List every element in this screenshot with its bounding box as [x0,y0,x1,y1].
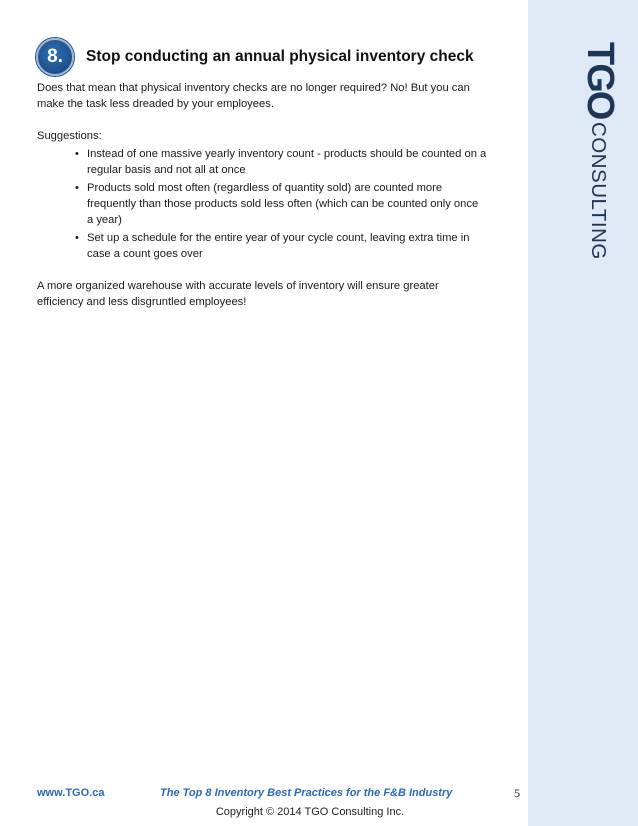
logo-tgo-text: TGO [579,42,621,119]
conclusion-paragraph: A more organized warehouse with accurate levels of inventory will ensure greater efficiency and less disgruntled employees! [37,280,439,308]
suggestions-list [37,146,487,262]
footer-document-title: The Top 8 Inventory Best Practices for the F&B Industry [160,787,453,799]
logo-consulting-text: CONSULTING [587,122,610,260]
intro-paragraph: Does that mean that physical inventory checks are no longer required? No! But you can make the task less dreaded by your employees. [37,82,470,110]
page-number: 5 [514,786,520,800]
list-item: • Instead of one massive yearly inventory count - products should be counted on a regular basis and not all at once [73,146,487,178]
section-number-badge: 8. [36,38,74,76]
copyright-notice: Copyright © 2014 TGO Consulting Inc. [215,806,405,818]
list-item: • Products sold most often (regardless of quantity sold) are counted more frequently than those products sold less often (which can be counted only once a year) [73,180,487,228]
section-title: Stop conducting an annual physical inventory check [86,48,474,65]
section-heading [36,37,474,77]
website-link[interactable]: www.TGO.ca [37,787,105,799]
section-body [37,80,487,310]
list-item: • Set up a schedule for the entire year of your cycle count, leaving extra time in case a count goes over [73,230,487,262]
tgo-consulting-logo [558,40,621,260]
suggestions-label: Suggestions: [37,130,102,142]
